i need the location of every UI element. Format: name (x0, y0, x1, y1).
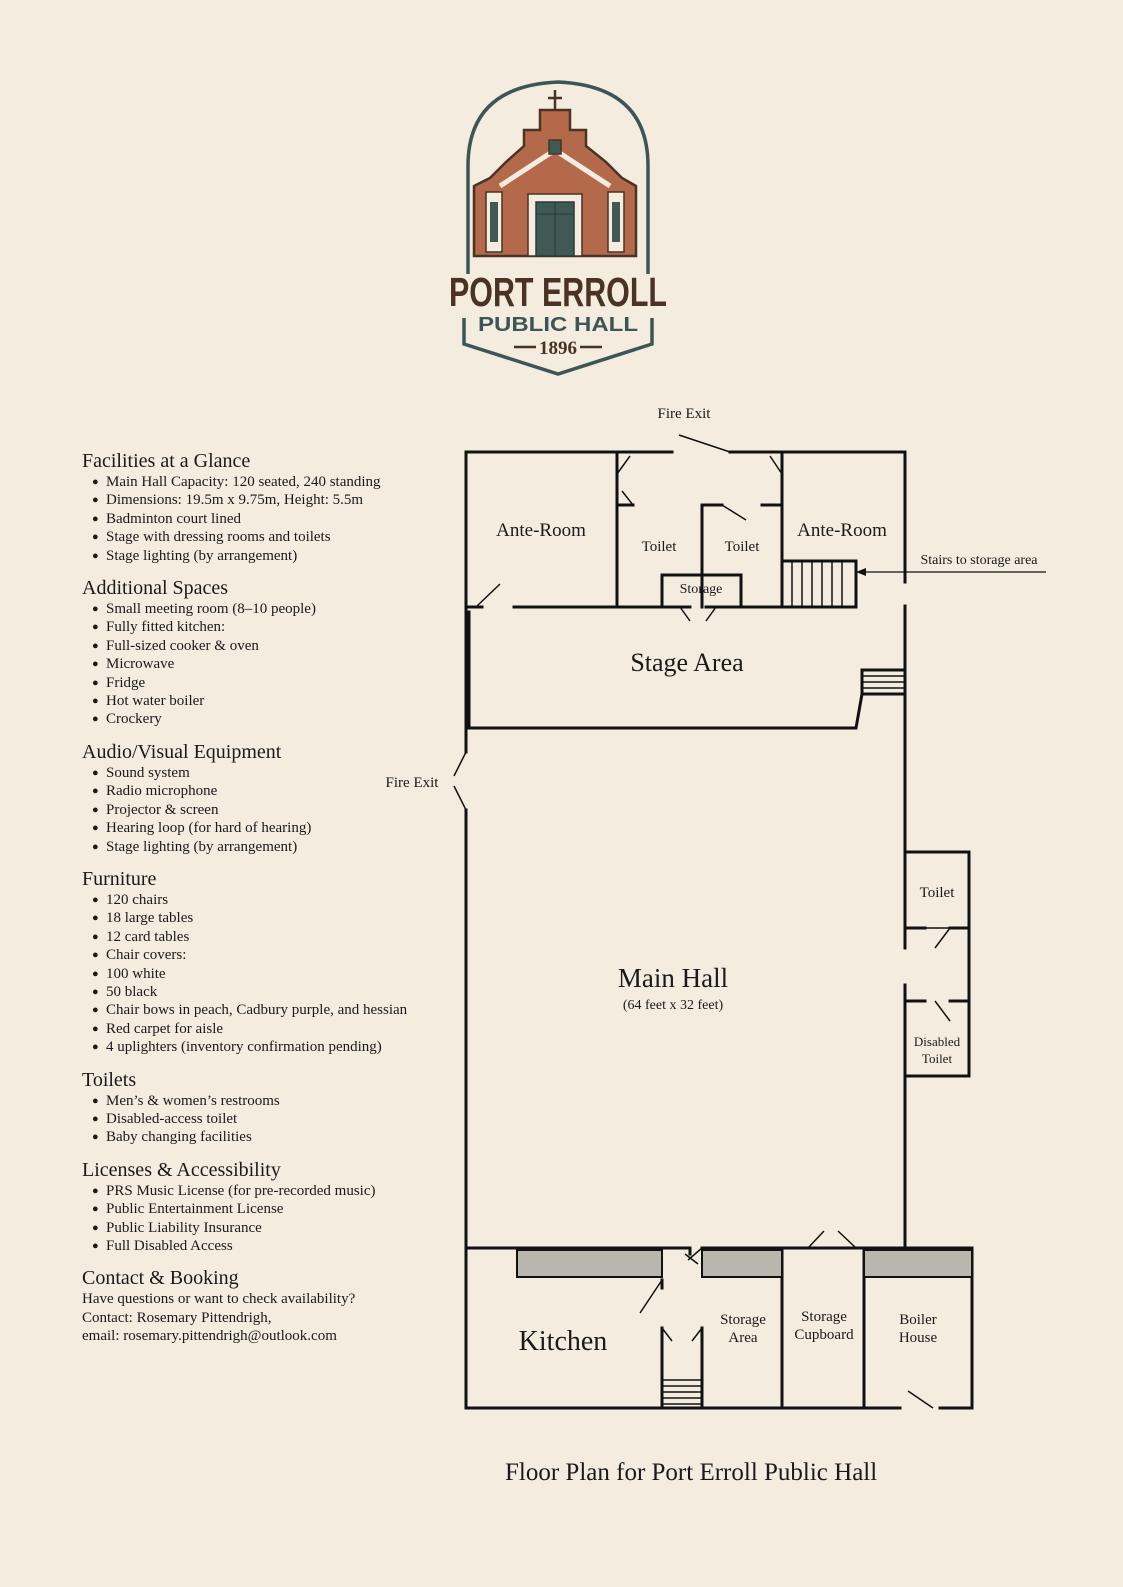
fire-exit-top-label: Fire Exit (657, 406, 711, 422)
list-item: ● 4 uplighters (inventory confirmation pending) (92, 1038, 462, 1056)
list-item: ● Chair bows in peach, Cadbury purple, and hessian (92, 1001, 462, 1019)
list-item: ● Projector & screen (92, 801, 462, 819)
list-item: ● Public Liability Insurance (92, 1219, 462, 1237)
side-toilet-label: Toilet (919, 885, 955, 901)
logo-year: 1896 (539, 338, 577, 359)
list-item: ● PRS Music License (for pre-recorded music) (92, 1182, 462, 1200)
list-item: ● 12 card tables (92, 928, 462, 946)
main-hall-label: Main Hall (617, 963, 729, 993)
section-title: Facilities at a Glance (82, 450, 251, 472)
list-item: ● Stage lighting (by arrangement) (92, 547, 462, 565)
storage-counter (702, 1250, 782, 1277)
list-item: ● Public Entertainment License (92, 1200, 462, 1218)
logo-title: PORT ERROLL (449, 269, 667, 315)
logo-subtitle: PUBLIC HALL (478, 314, 638, 336)
section-title: Toilets (82, 1068, 137, 1091)
list-item: ● Stage with dressing rooms and toilets (92, 528, 462, 546)
list-item: ● Microwave (92, 655, 462, 673)
main-hall-size-label: (64 feet x 32 feet) (622, 998, 724, 1013)
list-item: ● Small meeting room (8–10 people) (92, 600, 462, 618)
kitchen-label: Kitchen (518, 1326, 608, 1357)
contact-email[interactable]: email: rosemary.pittendrigh@outlook.com (82, 1328, 337, 1345)
storage-area-label-line1: Storage (720, 1312, 766, 1328)
list-item: ● Fully fitted kitchen: (92, 618, 462, 636)
contact-question: Have questions or want to check availability? (82, 1291, 356, 1308)
storage-area-label-line2: Area (728, 1330, 758, 1346)
list-item: ● Main Hall Capacity: 120 seated, 240 standing (92, 473, 462, 491)
list-item: ● 18 large tables (92, 909, 462, 927)
list-item: ● Badminton court lined (92, 510, 462, 528)
list-item: ● Stage lighting (by arrangement) (92, 838, 462, 856)
floor-plan-caption: Floor Plan for Port Erroll Public Hall (505, 1459, 878, 1486)
list-item: ● Radio microphone (92, 782, 462, 800)
boiler-house-label-line1: Boiler (899, 1312, 937, 1328)
list-item: ● Hot water boiler (92, 692, 462, 710)
list-item: ● 100 white (92, 965, 462, 983)
disabled-toilet-label-line2: Toilet (921, 1051, 953, 1066)
kitchen-counter (517, 1250, 662, 1277)
list-item: ● Full-sized cooker & oven (92, 637, 462, 655)
disabled-toilet-label-line1: Disabled (913, 1034, 961, 1049)
storage-cupboard-label-line1: Storage (801, 1309, 847, 1325)
list-item: ● Sound system (92, 764, 462, 782)
storage-cupboard-label-line2: Cupboard (794, 1327, 854, 1343)
section-title: Contact & Booking (82, 1267, 239, 1290)
fire-exit-left-label: Fire Exit (385, 775, 439, 791)
list-item: ● 120 chairs (92, 891, 462, 909)
ante-room-left-label: Ante-Room (496, 520, 586, 541)
list-item: ● Baby changing facilities (92, 1128, 462, 1146)
section-title: Audio/Visual Equipment (82, 740, 282, 763)
list-item: ● Dimensions: 19.5m x 9.75m, Height: 5.5m (92, 491, 462, 509)
contact-name: Contact: Rosemary Pittendrigh, (82, 1309, 272, 1326)
list-item: ● Men’s & women’s restrooms (92, 1092, 462, 1110)
stage-toilet-left-label: Toilet (641, 539, 677, 555)
list-item: ● Chair covers: (92, 946, 462, 964)
section-title: Licenses & Accessibility (82, 1158, 281, 1181)
section-title: Additional Spaces (82, 577, 229, 600)
list-item: ● Disabled-access toilet (92, 1110, 462, 1128)
section-title: Furniture (82, 867, 157, 890)
boiler-house-label-line2: House (898, 1330, 938, 1346)
ante-room-right-label: Ante-Room (797, 520, 887, 541)
list-item: ● Fridge (92, 674, 462, 692)
stage-toilet-right-label: Toilet (724, 539, 760, 555)
boiler-counter (864, 1250, 972, 1277)
stage-storage-label: Storage (679, 582, 723, 597)
list-item: ● Crockery (92, 710, 462, 728)
list-item: ● Hearing loop (for hard of hearing) (92, 819, 462, 837)
list-item: ● 50 black (92, 983, 462, 1001)
list-item: ● Full Disabled Access (92, 1237, 462, 1255)
stairs-note-label: Stairs to storage area (920, 553, 1038, 568)
list-item: ● Red carpet for aisle (92, 1020, 462, 1038)
stage-area-label: Stage Area (630, 648, 744, 677)
